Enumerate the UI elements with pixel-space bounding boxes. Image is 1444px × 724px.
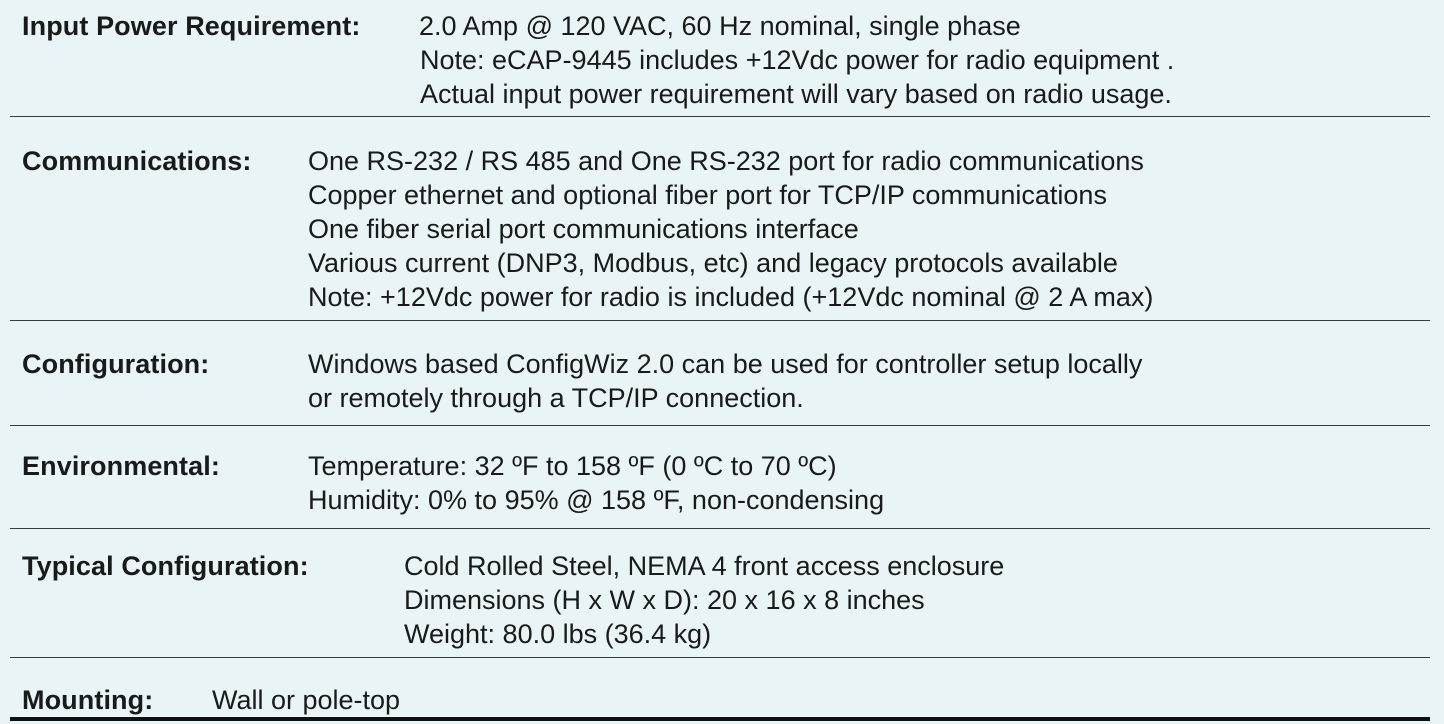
input-power-values: [419, 9, 1174, 111]
mounting-line: Wall or pole-top: [212, 685, 401, 715]
section-divider: [10, 657, 1430, 658]
bottom-rule: [10, 717, 1430, 721]
input-power-line: Note: eCAP-9445 includes +12Vdc power for radio equipment .: [420, 45, 1175, 75]
communications-label: Communications:: [22, 146, 252, 176]
typical-configuration-values: [404, 549, 1004, 651]
environmental-values: [308, 449, 884, 517]
typical-configuration-label: Typical Configuration:: [22, 551, 309, 581]
configuration-values: [308, 347, 1142, 415]
typical-configuration-line: Dimensions (H x W x D): 20 x 16 x 8 inches: [404, 585, 925, 615]
communications-values: [308, 144, 1153, 314]
input-power-line: Actual input power requirement will vary based on radio usage.: [420, 79, 1172, 109]
section-divider: [10, 116, 1430, 117]
configuration-line: or remotely through a TCP/IP connection.: [308, 383, 804, 413]
environmental-line: Humidity: 0% to 95% @ 158 ºF, non-condensing: [308, 485, 885, 515]
environmental-label: Environmental:: [22, 451, 220, 481]
communications-line: Note: +12Vdc power for radio is included (+12Vdc nominal @ 2 A max): [308, 282, 1154, 312]
mounting-label: Mounting:: [22, 685, 154, 715]
configuration-line: Windows based ConfigWiz 2.0 can be used for controller setup locally: [308, 349, 1143, 379]
section-divider: [10, 320, 1430, 321]
communications-line: One fiber serial port communications interface: [308, 214, 859, 244]
configuration-label: Configuration:: [22, 349, 210, 379]
input-power-line: 2.0 Amp @ 120 VAC, 60 Hz nominal, single phase: [419, 11, 1021, 41]
section-divider: [10, 425, 1430, 426]
input-power-label: Input Power Requirement:: [22, 11, 361, 41]
mounting-values: [212, 683, 400, 717]
communications-line: One RS-232 / RS 485 and One RS-232 port for radio communications: [308, 146, 1144, 176]
section-divider: [10, 528, 1430, 529]
environmental-line: Temperature: 32 ºF to 158 ºF (0 ºC to 70 ºC): [308, 451, 837, 481]
typical-configuration-line: Cold Rolled Steel, NEMA 4 front access enclosure: [404, 551, 1005, 581]
communications-line: Various current (DNP3, Modbus, etc) and legacy protocols available: [308, 248, 1118, 278]
typical-configuration-line: Weight: 80.0 lbs (36.4 kg): [404, 619, 712, 649]
communications-line: Copper ethernet and optional fiber port for TCP/IP communications: [308, 180, 1107, 210]
